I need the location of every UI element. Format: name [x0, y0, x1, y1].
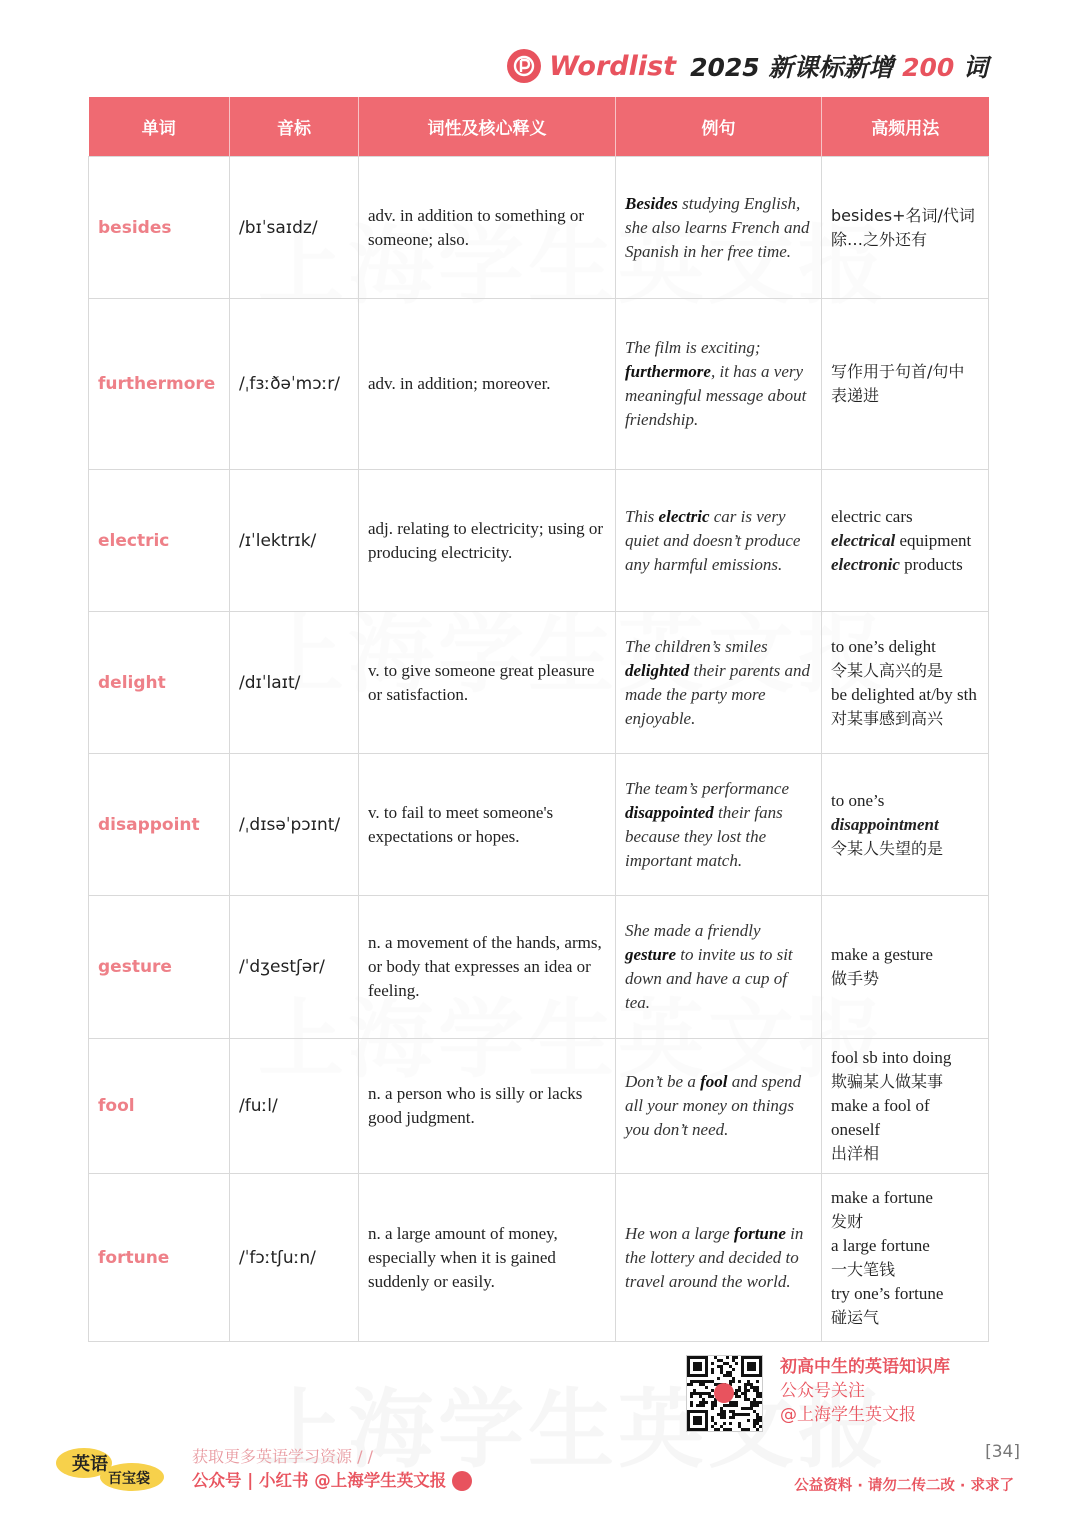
qr-code [686, 1355, 763, 1432]
svg-text:百宝袋: 百宝袋 [108, 1471, 150, 1487]
phonetic-cell: /ˌfɜːðəˈmɔːr/ [230, 299, 359, 470]
column-header-phonetic: 音标 [230, 97, 359, 157]
example-cell: Besides studying English, she also learns French and Spanish in her free time. [616, 157, 822, 299]
definition-cell: n. a large amount of money, especially when it is gained suddenly or easily. [359, 1174, 616, 1342]
usage-line: 令某人高兴的是 [831, 660, 944, 680]
page-number: [34] [985, 1442, 1020, 1462]
usage-line: to one’s delight [831, 636, 936, 656]
svg-text:英语: 英语 [72, 1454, 108, 1475]
definition-cell: n. a person who is silly or lacks good judgment. [359, 1039, 616, 1174]
usage-line: be delighted at/by sth [831, 684, 977, 704]
usage-line: electronic products [831, 554, 963, 574]
definition-cell: adv. in addition; moreover. [359, 299, 616, 470]
footer-resources: 获取更多英语学习资源 / / 公众号 | 小红书 @上海学生英文报 [192, 1446, 472, 1494]
usage-line: 写作用于句首/句中表递进 [831, 362, 965, 405]
example-cell: Don’t be a fool and spend all your money on things you don’t need. [616, 1039, 822, 1174]
table-row [89, 754, 989, 896]
usage-line: 发财 [831, 1211, 864, 1231]
usage-line: fool sb into doing [831, 1048, 952, 1067]
definition-cell: adv. in addition to something or someone; also. [359, 157, 616, 299]
usage-cell [822, 1039, 989, 1174]
usage-line: to one’s [831, 790, 885, 810]
definition-cell: adj. relating to electricity; using or producing electricity. [359, 470, 616, 612]
usage-line: 碰运气 [831, 1307, 880, 1327]
usage-line: make a fool of oneself [831, 1096, 930, 1139]
vocabulary-table [88, 97, 989, 1342]
phonetic-cell: /ˈfɔːtʃuːn/ [230, 1174, 359, 1342]
definition-cell: v. to give someone great pleasure or satisfaction. [359, 612, 616, 754]
usage-cell [822, 299, 989, 470]
table-row [89, 896, 989, 1039]
brand-logo-icon [507, 49, 541, 83]
usage-cell [822, 157, 989, 299]
example-cell: The team’s performance disappointed their fans because they lost the important match. [616, 754, 822, 896]
table-row [89, 1039, 989, 1174]
usage-line: besides+名词/代词 [831, 205, 975, 225]
usage-cell [822, 1174, 989, 1342]
page-header [507, 46, 988, 86]
word-cell: disappoint [89, 754, 230, 896]
table-row [89, 612, 989, 754]
usage-line: disappointment [831, 814, 939, 834]
phonetic-cell: /dɪˈlaɪt/ [230, 612, 359, 754]
usage-cell [822, 754, 989, 896]
usage-line: 做手势 [831, 969, 880, 988]
definition-cell: v. to fail to meet someone's expectations or hopes. [359, 754, 616, 896]
usage-line: 一大笔钱 [831, 1259, 896, 1279]
usage-line: 欺骗某人做某事 [831, 1072, 944, 1091]
usage-line: 除…之外还有 [831, 229, 928, 249]
table-row [89, 1174, 989, 1342]
word-cell: fortune [89, 1174, 230, 1342]
brand-name: Wordlist [549, 50, 677, 82]
usage-line: 出洋相 [831, 1144, 880, 1163]
phonetic-cell: /ˌdɪsəˈpɔɪnt/ [230, 754, 359, 896]
table-row [89, 157, 989, 299]
word-cell: furthermore [89, 299, 230, 470]
footer-logo-icon [50, 1445, 168, 1493]
column-header-definition: 词性及核心释义 [359, 97, 616, 157]
page-title: 2025 新课标新增 200 词 [690, 53, 988, 82]
column-header-word: 单词 [89, 97, 230, 157]
usage-line: electrical equipment [831, 530, 972, 550]
footer-note: 公益资料 · 请勿二传二改 · 求求了 [794, 1478, 1014, 1494]
phonetic-cell: /ɪˈlektrɪk/ [230, 470, 359, 612]
example-cell: The film is exciting; furthermore, it has a very meaningful message about friendship. [616, 299, 822, 470]
word-cell: gesture [89, 896, 230, 1039]
word-cell: electric [89, 470, 230, 612]
example-cell: The children’s smiles delighted their parents and made the party more enjoyable. [616, 612, 822, 754]
usage-cell [822, 612, 989, 754]
usage-cell [822, 470, 989, 612]
usage-line: electric cars [831, 506, 913, 526]
word-cell: delight [89, 612, 230, 754]
usage-line: make a fortune [831, 1187, 933, 1207]
column-header-example: 例句 [616, 97, 822, 157]
word-cell: fool [89, 1039, 230, 1174]
usage-cell [822, 896, 989, 1039]
qr-caption: 初高中生的英语知识库 公众号关注 @上海学生英文报 [780, 1357, 950, 1425]
usage-line: 令某人失望的是 [831, 838, 944, 858]
word-cell: besides [89, 157, 230, 299]
table-row [89, 299, 989, 470]
example-cell: She made a friendly gesture to invite us to sit down and have a cup of tea. [616, 896, 822, 1039]
column-header-usage: 高频用法 [822, 97, 989, 157]
phonetic-cell: /fuːl/ [230, 1039, 359, 1174]
table-row [89, 470, 989, 612]
usage-line: try one’s fortune [831, 1283, 944, 1303]
qr-center-logo-icon [714, 1383, 734, 1403]
usage-line: a large fortune [831, 1235, 930, 1255]
phonetic-cell: /ˈdʒestʃər/ [230, 896, 359, 1039]
example-cell: He won a large fortune in the lottery and decided to travel around the world. [616, 1174, 822, 1342]
post-badge-icon [452, 1471, 472, 1491]
usage-line: make a gesture [831, 945, 933, 964]
example-cell: This electric car is very quiet and doesn’t produce any harmful emissions. [616, 470, 822, 612]
phonetic-cell: /bɪˈsaɪdz/ [230, 157, 359, 299]
usage-line: 对某事感到高兴 [831, 708, 944, 728]
definition-cell: n. a movement of the hands, arms, or body that expresses an idea or feeling. [359, 896, 616, 1039]
